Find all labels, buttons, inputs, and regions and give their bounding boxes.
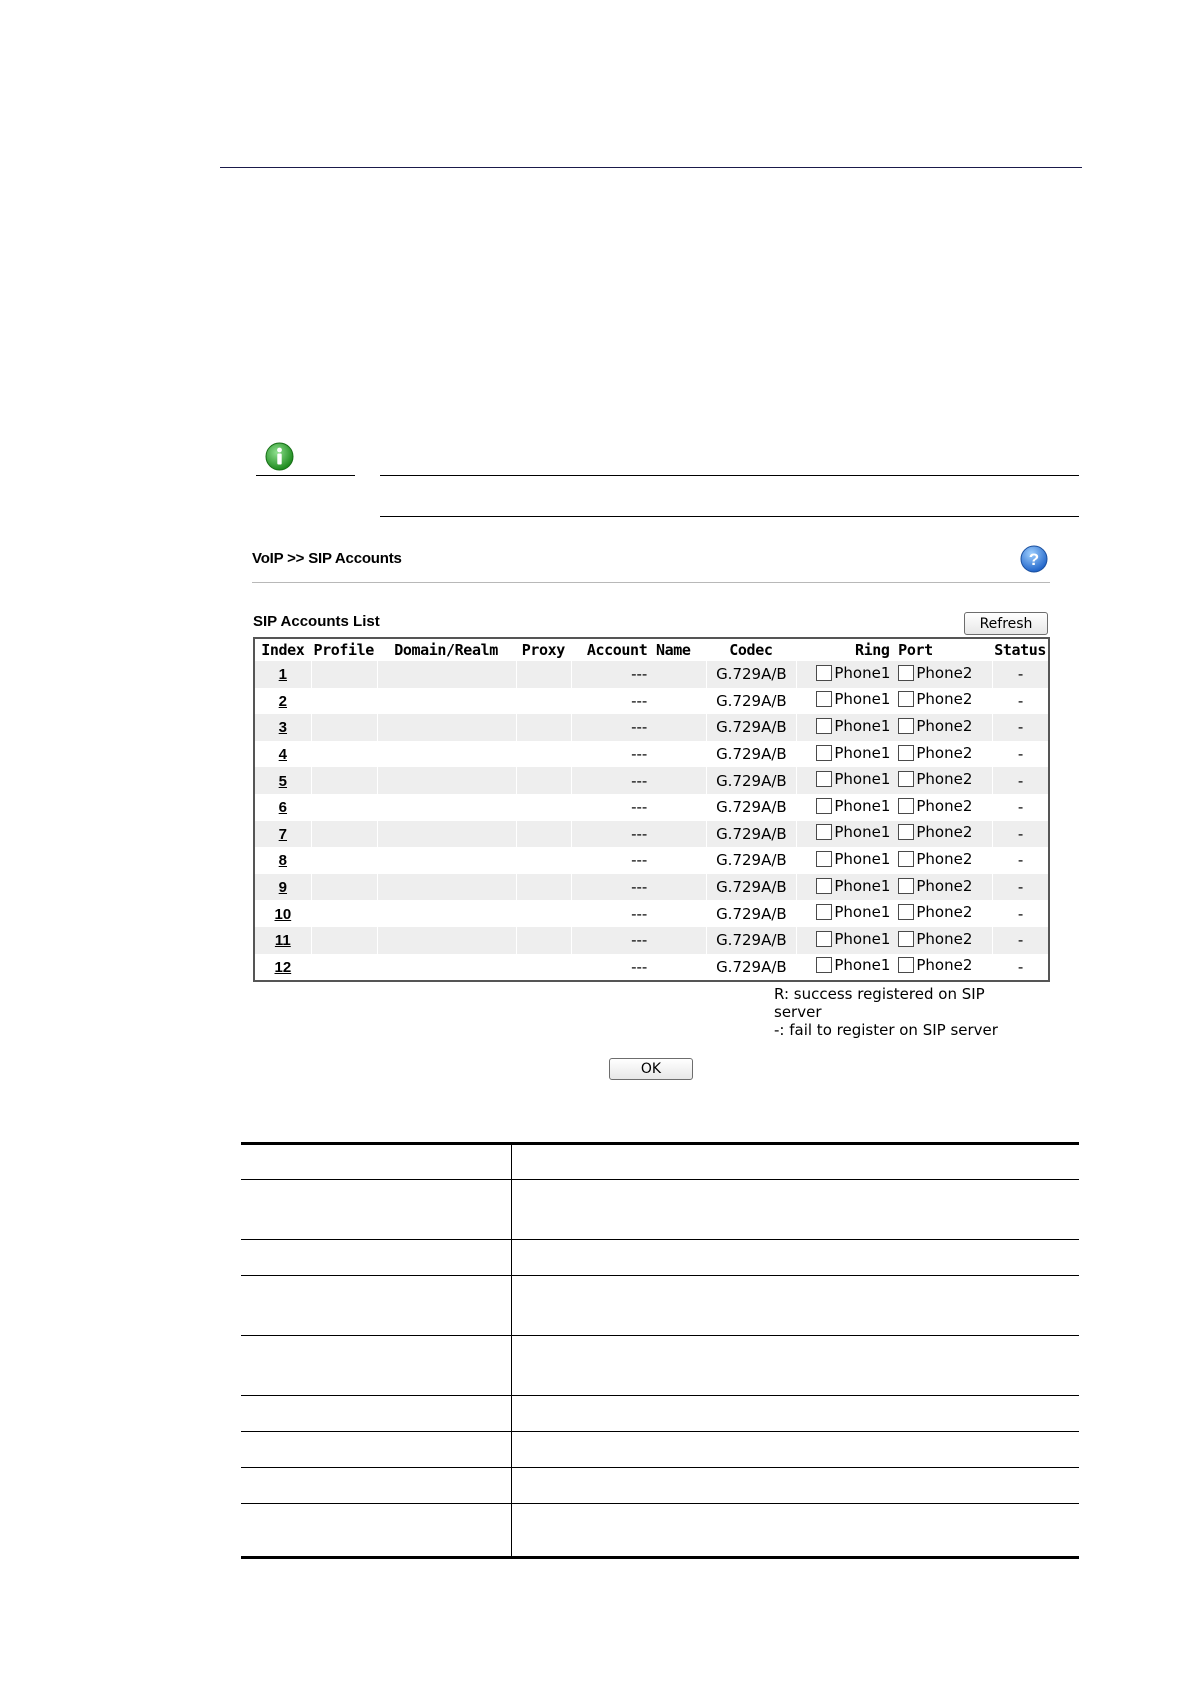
domain-cell bbox=[377, 767, 516, 794]
phone2-label: Phone2 bbox=[916, 770, 973, 789]
codec-cell: G.729A/B bbox=[706, 847, 795, 874]
phone2-label: Phone2 bbox=[916, 956, 973, 975]
account-index-link[interactable]: 12 bbox=[274, 958, 292, 976]
domain-cell bbox=[377, 794, 516, 821]
domain-cell bbox=[377, 900, 516, 927]
table-row bbox=[241, 1144, 1079, 1180]
domain-cell bbox=[377, 874, 516, 901]
codec-cell: G.729A/B bbox=[706, 821, 795, 848]
phone1-checkbox[interactable] bbox=[816, 904, 832, 920]
ring-port-cell bbox=[796, 661, 993, 688]
account-name-cell: --- bbox=[571, 927, 706, 954]
account-name-cell: --- bbox=[571, 874, 706, 901]
header-ring-port: Ring Port bbox=[855, 641, 933, 659]
index-cell bbox=[255, 900, 311, 927]
status-cell: - bbox=[992, 714, 1048, 741]
account-index-link[interactable]: 7 bbox=[278, 825, 288, 843]
table-header-row bbox=[255, 639, 1048, 661]
index-cell bbox=[255, 741, 311, 768]
table-row bbox=[255, 741, 1048, 768]
codec-cell: G.729A/B bbox=[706, 794, 795, 821]
ring-port-cell bbox=[796, 927, 993, 954]
index-cell bbox=[255, 954, 311, 981]
phone1-checkbox[interactable] bbox=[816, 771, 832, 787]
proxy-cell bbox=[516, 767, 572, 794]
header-domain-realm: Domain/Realm bbox=[394, 641, 498, 659]
profile-cell bbox=[311, 661, 377, 688]
table-row bbox=[241, 1432, 1079, 1468]
description-table bbox=[241, 1142, 1079, 1559]
index-cell bbox=[255, 927, 311, 954]
status-cell: - bbox=[992, 741, 1048, 768]
page-title: VoIP >> SIP Accounts bbox=[252, 550, 402, 567]
account-index-link[interactable]: 4 bbox=[278, 746, 288, 764]
domain-cell bbox=[377, 847, 516, 874]
table-row bbox=[241, 1504, 1079, 1558]
proxy-cell bbox=[516, 661, 572, 688]
codec-cell: G.729A/B bbox=[706, 661, 795, 688]
phone2-checkbox[interactable] bbox=[898, 665, 914, 681]
status-cell: - bbox=[992, 688, 1048, 715]
table-row bbox=[241, 1276, 1079, 1336]
status-cell: - bbox=[992, 900, 1048, 927]
index-cell bbox=[255, 688, 311, 715]
phone2-label: Phone2 bbox=[916, 743, 973, 762]
question-mark-icon[interactable] bbox=[1020, 545, 1048, 573]
account-index-link[interactable]: 1 bbox=[278, 666, 288, 684]
ring-port-cell bbox=[796, 874, 993, 901]
table-row bbox=[241, 1336, 1079, 1396]
codec-cell: G.729A/B bbox=[706, 741, 795, 768]
profile-cell bbox=[311, 794, 377, 821]
codec-cell: G.729A/B bbox=[706, 874, 795, 901]
phone2-checkbox[interactable] bbox=[898, 851, 914, 867]
codec-cell: G.729A/B bbox=[706, 900, 795, 927]
account-index-link[interactable]: 2 bbox=[278, 692, 288, 710]
domain-cell bbox=[377, 741, 516, 768]
phone1-checkbox[interactable] bbox=[816, 745, 832, 761]
status-cell: - bbox=[992, 954, 1048, 981]
phone2-checkbox[interactable] bbox=[898, 824, 914, 840]
table-row bbox=[255, 688, 1048, 715]
phone1-checkbox[interactable] bbox=[816, 691, 832, 707]
index-cell bbox=[255, 874, 311, 901]
domain-cell bbox=[377, 954, 516, 981]
status-legend bbox=[774, 985, 1024, 1039]
profile-cell bbox=[311, 821, 377, 848]
proxy-cell bbox=[516, 821, 572, 848]
status-cell: - bbox=[992, 661, 1048, 688]
domain-cell bbox=[377, 927, 516, 954]
sip-accounts-table bbox=[253, 637, 1050, 982]
legend-fail: -: fail to register on SIP server bbox=[774, 1021, 998, 1039]
account-index-link[interactable]: 10 bbox=[274, 905, 292, 923]
phone2-label: Phone2 bbox=[916, 690, 973, 709]
page-header-rule bbox=[220, 167, 1082, 168]
phone1-checkbox[interactable] bbox=[816, 665, 832, 681]
proxy-cell bbox=[516, 954, 572, 981]
table-row bbox=[241, 1396, 1079, 1432]
table-row bbox=[255, 900, 1048, 927]
index-cell bbox=[255, 714, 311, 741]
phone1-checkbox[interactable] bbox=[816, 798, 832, 814]
table-row bbox=[241, 1240, 1079, 1276]
table-row bbox=[255, 714, 1048, 741]
account-index-link[interactable]: 6 bbox=[278, 799, 288, 817]
index-cell bbox=[255, 847, 311, 874]
phone1-label: Phone1 bbox=[834, 690, 891, 709]
profile-cell bbox=[311, 714, 377, 741]
phone1-checkbox[interactable] bbox=[816, 851, 832, 867]
note-underline-short bbox=[256, 475, 355, 476]
phone1-label: Phone1 bbox=[834, 903, 891, 922]
profile-cell bbox=[311, 874, 377, 901]
account-index-link[interactable]: 5 bbox=[278, 772, 288, 790]
table-row bbox=[255, 794, 1048, 821]
account-name-cell: --- bbox=[571, 900, 706, 927]
account-index-link[interactable]: 8 bbox=[278, 852, 288, 870]
account-name-cell: --- bbox=[571, 714, 706, 741]
ring-port-cell bbox=[796, 767, 993, 794]
table-row bbox=[255, 847, 1048, 874]
phone2-checkbox[interactable] bbox=[898, 691, 914, 707]
account-name-cell: --- bbox=[571, 954, 706, 981]
status-cell: - bbox=[992, 821, 1048, 848]
domain-cell bbox=[377, 714, 516, 741]
account-index-link[interactable]: 9 bbox=[278, 879, 288, 897]
table-row bbox=[255, 927, 1048, 954]
phone1-label: Phone1 bbox=[834, 663, 891, 682]
ring-port-cell bbox=[796, 821, 993, 848]
phone2-checkbox[interactable] bbox=[898, 745, 914, 761]
status-cell: - bbox=[992, 767, 1048, 794]
account-name-cell: --- bbox=[571, 794, 706, 821]
index-cell bbox=[255, 767, 311, 794]
phone2-checkbox[interactable] bbox=[898, 957, 914, 973]
profile-cell bbox=[311, 767, 377, 794]
info-icon bbox=[265, 442, 294, 471]
phone1-label: Phone1 bbox=[834, 876, 891, 895]
codec-cell: G.729A/B bbox=[706, 767, 795, 794]
note-underline-long bbox=[380, 475, 1079, 476]
profile-cell bbox=[311, 927, 377, 954]
account-name-cell: --- bbox=[571, 847, 706, 874]
account-name-cell: --- bbox=[571, 821, 706, 848]
proxy-cell bbox=[516, 847, 572, 874]
proxy-cell bbox=[516, 900, 572, 927]
refresh-button[interactable]: Refresh bbox=[964, 612, 1048, 635]
phone2-label: Phone2 bbox=[916, 929, 973, 948]
profile-cell bbox=[311, 847, 377, 874]
profile-cell bbox=[311, 900, 377, 927]
header-profile: Profile bbox=[313, 641, 374, 659]
table-row bbox=[241, 1180, 1079, 1240]
phone1-label: Phone1 bbox=[834, 743, 891, 762]
account-name-cell: --- bbox=[571, 767, 706, 794]
domain-cell bbox=[377, 661, 516, 688]
phone2-label: Phone2 bbox=[916, 876, 973, 895]
phone2-checkbox[interactable] bbox=[898, 931, 914, 947]
header-codec: Codec bbox=[729, 641, 773, 659]
codec-cell: G.729A/B bbox=[706, 927, 795, 954]
table-row bbox=[255, 821, 1048, 848]
table-row bbox=[255, 954, 1048, 981]
phone1-checkbox[interactable] bbox=[816, 824, 832, 840]
legend-success: R: success registered on SIP server bbox=[774, 985, 985, 1021]
phone2-checkbox[interactable] bbox=[898, 798, 914, 814]
table-row bbox=[241, 1468, 1079, 1504]
account-name-cell: --- bbox=[571, 741, 706, 768]
phone2-label: Phone2 bbox=[916, 796, 973, 815]
header-index: Index bbox=[261, 641, 305, 659]
phone1-label: Phone1 bbox=[834, 716, 891, 735]
status-cell: - bbox=[992, 847, 1048, 874]
proxy-cell bbox=[516, 688, 572, 715]
ring-port-cell bbox=[796, 954, 993, 981]
table-row bbox=[255, 767, 1048, 794]
account-index-link[interactable]: 3 bbox=[278, 719, 288, 737]
codec-cell: G.729A/B bbox=[706, 714, 795, 741]
header-account-name: Account Name bbox=[586, 641, 691, 659]
phone2-checkbox[interactable] bbox=[898, 904, 914, 920]
ring-port-cell bbox=[796, 714, 993, 741]
phone2-label: Phone2 bbox=[916, 849, 973, 868]
codec-cell: G.729A/B bbox=[706, 954, 795, 981]
ring-port-cell bbox=[796, 741, 993, 768]
ring-port-cell bbox=[796, 688, 993, 715]
ring-port-cell bbox=[796, 794, 993, 821]
ok-button[interactable]: OK bbox=[609, 1058, 693, 1080]
svg-text:?: ? bbox=[1028, 550, 1040, 569]
profile-cell bbox=[311, 954, 377, 981]
table-row bbox=[255, 661, 1048, 688]
domain-cell bbox=[377, 821, 516, 848]
phone2-label: Phone2 bbox=[916, 823, 973, 842]
proxy-cell bbox=[516, 874, 572, 901]
header-proxy: Proxy bbox=[521, 641, 565, 659]
index-cell bbox=[255, 794, 311, 821]
domain-cell bbox=[377, 688, 516, 715]
phone1-checkbox[interactable] bbox=[816, 878, 832, 894]
table-row bbox=[255, 874, 1048, 901]
phone1-checkbox[interactable] bbox=[816, 957, 832, 973]
phone1-label: Phone1 bbox=[834, 929, 891, 948]
phone2-label: Phone2 bbox=[916, 663, 973, 682]
account-name-cell: --- bbox=[571, 688, 706, 715]
phone2-checkbox[interactable] bbox=[898, 878, 914, 894]
profile-cell bbox=[311, 741, 377, 768]
phone1-label: Phone1 bbox=[834, 956, 891, 975]
phone2-checkbox[interactable] bbox=[898, 718, 914, 734]
index-cell bbox=[255, 661, 311, 688]
header-status: Status bbox=[994, 641, 1046, 659]
phone1-checkbox[interactable] bbox=[816, 931, 832, 947]
account-index-link[interactable]: 11 bbox=[274, 932, 291, 950]
codec-cell: G.729A/B bbox=[706, 688, 795, 715]
proxy-cell bbox=[516, 741, 572, 768]
phone2-label: Phone2 bbox=[916, 903, 973, 922]
phone1-label: Phone1 bbox=[834, 770, 891, 789]
phone2-checkbox[interactable] bbox=[898, 771, 914, 787]
ring-port-cell bbox=[796, 847, 993, 874]
profile-cell bbox=[311, 688, 377, 715]
proxy-cell bbox=[516, 794, 572, 821]
status-cell: - bbox=[992, 927, 1048, 954]
panel-separator bbox=[252, 582, 1050, 583]
note-underline-second bbox=[380, 516, 1079, 517]
ring-port-cell bbox=[796, 900, 993, 927]
proxy-cell bbox=[516, 714, 572, 741]
phone1-label: Phone1 bbox=[834, 796, 891, 815]
phone1-checkbox[interactable] bbox=[816, 718, 832, 734]
proxy-cell bbox=[516, 927, 572, 954]
index-cell bbox=[255, 821, 311, 848]
phone2-label: Phone2 bbox=[916, 716, 973, 735]
phone1-label: Phone1 bbox=[834, 823, 891, 842]
sip-accounts-list-title: SIP Accounts List bbox=[253, 613, 380, 630]
account-name-cell: --- bbox=[571, 661, 706, 688]
phone1-label: Phone1 bbox=[834, 849, 891, 868]
status-cell: - bbox=[992, 794, 1048, 821]
status-cell: - bbox=[992, 874, 1048, 901]
